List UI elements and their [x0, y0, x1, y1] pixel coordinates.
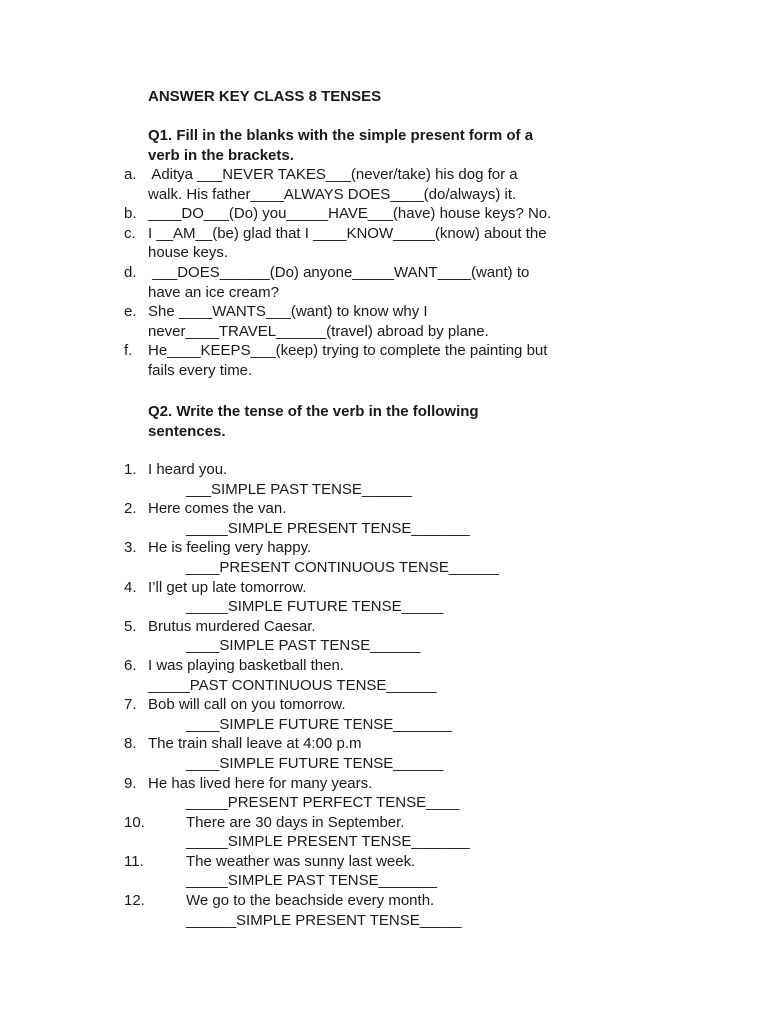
q1-item-e	[124, 302, 644, 341]
q1-item-line: She ____WANTS___(want) to know why I	[148, 303, 428, 321]
q2-heading-line1: Q2. Write the tense of the verb in the following	[148, 403, 479, 420]
q2-answer: ____SIMPLE FUTURE TENSE______	[186, 754, 444, 772]
q2-item-marker: 12.	[124, 892, 145, 910]
q2-item-1	[124, 460, 644, 480]
q2-answer: _____SIMPLE FUTURE TENSE_____	[186, 598, 444, 616]
q1-item-b	[124, 204, 644, 224]
q2-answer: _____SIMPLE PAST TENSE_______	[186, 872, 437, 890]
q1-item-marker: a.	[124, 166, 137, 183]
q2-answer: ____SIMPLE PAST TENSE______	[186, 637, 421, 655]
q2-item-marker: 10.	[124, 813, 145, 831]
q1-item-a	[124, 165, 644, 204]
q1-item-line: I __AM__(be) glad that I ____KNOW_____(know) about the	[148, 224, 547, 242]
q1-item-marker: e.	[124, 303, 137, 321]
q2-sentence: The weather was sunny last week.	[186, 852, 416, 870]
q1-heading	[148, 126, 608, 165]
q2-item-marker: 3.	[124, 539, 137, 557]
q2-item-10	[124, 813, 644, 833]
q2-item-6	[124, 656, 644, 676]
q1-item-f	[124, 341, 644, 380]
q1-item-line: Aditya ___NEVER TAKES___(never/take) his dog for a	[148, 166, 518, 183]
q2-item-marker: 8.	[124, 735, 137, 753]
q2-heading-line2: sentences.	[148, 422, 226, 440]
q2-item-8	[124, 734, 644, 754]
q2-sentence: We go to the beachside every month.	[186, 892, 435, 910]
q2-item-2	[124, 499, 644, 519]
q1-list	[124, 165, 644, 381]
q2-list	[124, 460, 644, 930]
q1-item-marker: d.	[124, 263, 137, 281]
q2-sentence: The train shall leave at 4:00 p.m	[148, 735, 362, 753]
q1-item-marker: c.	[124, 224, 136, 242]
q2-heading	[148, 402, 608, 441]
q1-item-c	[124, 224, 644, 263]
q2-item-marker: 2.	[124, 500, 137, 518]
page-title: ANSWER KEY CLASS 8 TENSES	[148, 88, 382, 105]
q2-sentence: Here comes the van.	[148, 500, 287, 518]
q1-item-line: house keys.	[148, 244, 229, 262]
q1-item-marker: b.	[124, 205, 137, 223]
q1-item-d	[124, 263, 644, 302]
q2-item-marker: 6.	[124, 656, 137, 674]
q2-answer: _____SIMPLE PRESENT TENSE_______	[186, 519, 470, 537]
q2-sentence: I heard you.	[148, 461, 228, 478]
q1-heading-line2: verb in the brackets.	[148, 146, 294, 164]
q2-item-marker: 7.	[124, 696, 137, 714]
q2-item-3	[124, 538, 644, 558]
q1-item-line: He____KEEPS___(keep) trying to complete the painting but	[148, 342, 548, 360]
q1-item-line: ___DOES______(Do) anyone_____WANT____(want) to	[148, 263, 530, 281]
q1-item-marker: f.	[124, 342, 133, 360]
q2-item-marker: 9.	[124, 774, 137, 792]
q2-item-marker: 1.	[124, 461, 137, 478]
q2-sentence: He has lived here for many years.	[148, 774, 373, 792]
q1-item-line: fails every time.	[148, 361, 253, 379]
q2-answer: ______SIMPLE PRESENT TENSE_____	[186, 911, 462, 929]
q2-sentence: Brutus murdered Caesar.	[148, 617, 316, 635]
q2-item-7	[124, 695, 644, 715]
q2-item-4	[124, 578, 644, 598]
q2-item-marker: 5.	[124, 617, 137, 635]
q2-answer: _____SIMPLE PRESENT TENSE_______	[186, 833, 470, 851]
q2-answer: _____PRESENT PERFECT TENSE____	[186, 794, 460, 812]
q2-sentence: Bob will call on you tomorrow.	[148, 696, 346, 714]
q2-sentence: I was playing basketball then.	[148, 656, 344, 674]
q1-heading-line1: Q1. Fill in the blanks with the simple present form of a	[148, 127, 534, 144]
q1-item-line: have an ice cream?	[148, 283, 279, 301]
q2-answer: ____SIMPLE FUTURE TENSE_______	[186, 715, 452, 733]
q1-item-line: ____DO___(Do) you_____HAVE___(have) house keys? No.	[148, 205, 552, 223]
q1-item-line: never____TRAVEL______(travel) abroad by plane.	[148, 322, 489, 340]
q2-item-12	[124, 891, 644, 911]
q2-answer: ___SIMPLE PAST TENSE______	[186, 480, 412, 498]
q2-answer: ____PRESENT CONTINUOUS TENSE______	[186, 558, 499, 576]
q1-item-line: walk. His father____ALWAYS DOES____(do/always) it.	[148, 185, 517, 203]
q2-answer: _____PAST CONTINUOUS TENSE______	[148, 676, 437, 694]
q2-item-marker: 4.	[124, 578, 137, 596]
q2-sentence: There are 30 days in September.	[186, 813, 405, 831]
q2-sentence: I’ll get up late tomorrow.	[148, 578, 307, 596]
q2-item-marker: 11.	[124, 852, 144, 870]
q2-sentence: He is feeling very happy.	[148, 539, 312, 557]
q2-item-5	[124, 617, 644, 637]
q2-item-11	[124, 852, 644, 872]
q2-item-9	[124, 774, 644, 794]
